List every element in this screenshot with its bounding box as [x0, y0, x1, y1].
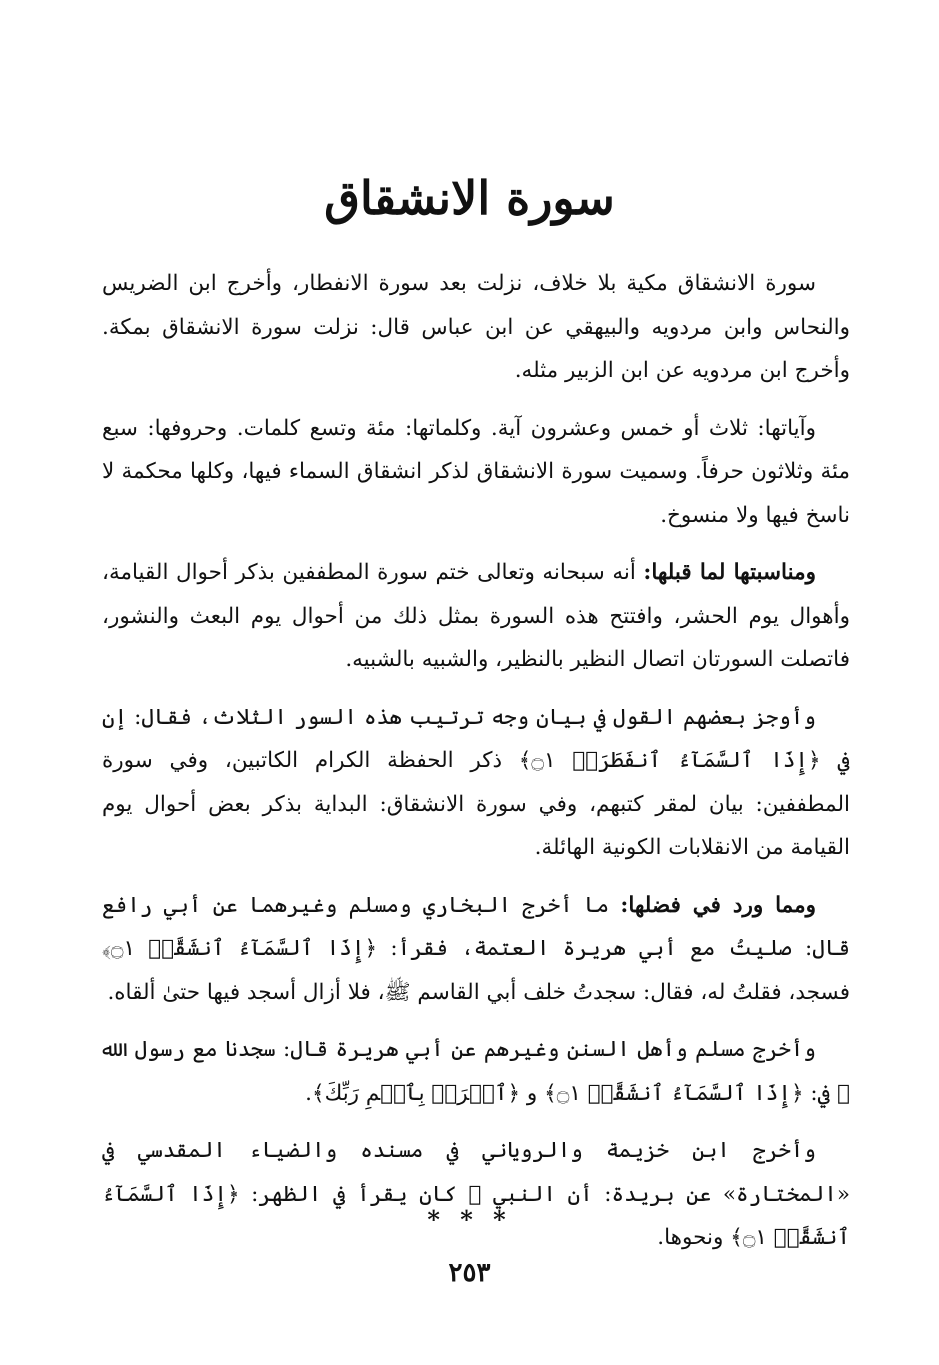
paragraph-text: وأخرج ابن خزيمة والروياني في مسنده والضياء المقدسي في «المختارة» عن بريدة: أن النبي ﷺ كان يقرأ في الظهر: ﴿إِذَا ٱلسَّمَآءُ ٱنشَقَّتۡ ۝١﴾ ونحوها. [102, 1138, 850, 1250]
page-number: ٢٥٣ [448, 1258, 491, 1288]
paragraph-order [102, 696, 850, 870]
paragraph-text: سورة الانشقاق مكية بلا خلاف، نزلت بعد سورة الانفطار، وأخرج ابن الضريس والنحاس وابن مردويه والبيهقي عن ابن عباس قال: نزلت سورة الانشقاق بمكة. وأخرج ابن مردويه عن ابن الزبير مثله. [102, 271, 850, 383]
paragraph-virtue [102, 884, 850, 1015]
paragraph-text: أنه سبحانه وتعالى ختم سورة المطففين بذكر أحوال القيامة، وأهوال يوم الحشر، وافتتح هذه السورة بمثل ذلك من أحوال يوم البعث والنشور، فاتصلت السورتان اتصال النظير بالنظير، والشبيه بالشبيه. [102, 560, 850, 672]
section-separator: * * * [427, 1205, 512, 1234]
paragraph-verses-count [102, 407, 850, 538]
page-body [102, 262, 850, 1274]
paragraph-intro [102, 262, 850, 393]
paragraph-text: وأوجز بعضهم القول في بيان وجه ترتيب هذه السور الثلاث، فقال: إن في ﴿إِذَا ٱلسَّمَآءُ ٱنفَطَرَتۡ ۝١﴾ ذكر الحفظة الكرام الكاتبين، وفي سورة المطففين: بيان لمقر كتبهم، وفي سورة الانشقاق: البداية بذكر بعض أحوال يوم القيامة من الانقلابات الكونية الهائلة. [102, 704, 850, 860]
paragraph-text: وأخرج مسلم وأهل السنن وغيرهم عن أبي هريرة قال: سجدنا مع رسول الله ﷺ في: ﴿إِذَا ٱلسَّمَآءُ ٱنشَقَّتۡ ۝١﴾ و ﴿ٱقۡرَأۡ بِٱسۡمِ رَبِّكَ﴾. [102, 1037, 850, 1106]
paragraph-lead: ومناسبتها لما قبلها: [643, 560, 816, 585]
paragraph-relation [102, 551, 850, 682]
surah-title: سورة الانشقاق [324, 171, 615, 225]
paragraph-text: ما أخرج البخاري ومسلم وغيرهما عن أبي رافع قال: صليتُ مع أبي هريرة العتمة، فقرأ: ﴿إِذَا ٱلسَّمَآءُ ٱنشَقَّتۡ ۝١﴾ فسجد، فقلتُ له، فقال: سجدتُ خلف أبي القاسم ﷺ، فلا أزال أسجد فيها حتىٰ ألقاه. [102, 892, 850, 1005]
paragraph-hadith-buraydah [102, 1129, 850, 1260]
paragraph-text: وآياتها: ثلاث أو خمس وعشرون آية. وكلماتها: مئة وتسع كلمات. وحروفها: سبع مئة وثلاثون حرفاً. وسميت سورة الانشقاق لذكر انشقاق السماء فيها، وكلها محكمة لا ناسخ فيها ولا منسوخ. [102, 415, 850, 528]
paragraph-hadith-muslim [102, 1028, 850, 1115]
paragraph-lead: ومما ورد في فضلها: [620, 892, 816, 918]
